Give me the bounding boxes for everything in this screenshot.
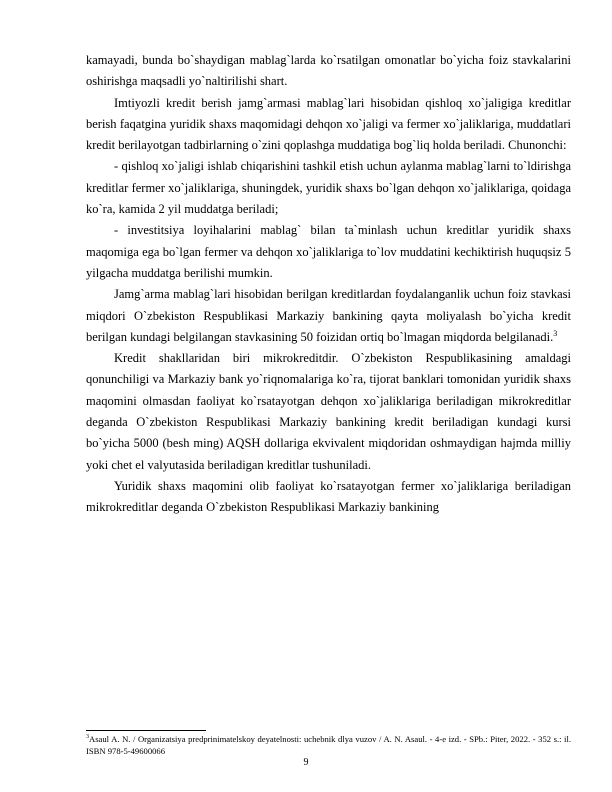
paragraph: - investitsiya loyihalarini mablag` bilan ta`minlash uchun kreditlar yuridik shaxs maqomiga ega bo`lgan fermer va dehqon xo`jaliklariga to`lov muddatini kechiktirish huquqsiz 5 yilgacha muddatga berilishi mumkin. [86, 223, 571, 280]
footnote-divider [86, 730, 206, 731]
paragraph: Yuridik shaxs maqomini olib faoliyat ko`rsatayotgan fermer xo`jaliklariga beriladigan mikrokreditlar deganda O`zbekiston Respublikasi Markaziy bankining [86, 478, 571, 515]
paragraph-text: Jamg`arma mablag`lari hisobidan berilgan kreditlardan foydalanganlik uchun foiz stavkasi miqdori O`zbekiston Respublikasi Markaziy bankining qayta moliyalash bo`yicha kredit berilgan kundagi belgilangan stavkasining 50 foizidan ortiq bo`lmagan miqdorda belgilanadi. [86, 287, 571, 344]
paragraph-with-footnote [86, 284, 571, 348]
page-number: 9 [303, 757, 309, 768]
paragraph: - qishloq xo`jaligi ishlab chiqarishini tashkil etish uchun aylanma mablag`larni to`ldirishga kreditlar fermer xo`jaliklariga, shuningdek, yuridik shaxs bo`lgan dehqon xo`jaliklariga, qoidaga ko`ra, kamida 2 yil muddatga beriladi; [86, 159, 571, 217]
footnote-mark: 3 [86, 734, 89, 741]
paragraph: Imtiyozli kredit berish jamg`armasi mablag`lari hisobidan qishloq xo`jaligiga kreditlar berish faqatgina yuridik shaxs maqomidagi dehqon xo`jaligi va fermer xo`jaliklariga, muddatlari kredit berilayotgan tadbirlarning o`zini qoplashga muddatiga bog`liq holda beriladi. Chunonchi: [86, 95, 571, 153]
footnote [86, 733, 571, 757]
footnote-text: Asaul A. N. / Organizatsiya predprinimatelskoy deyatelnosti: uchebnik dlya vuzov / A. N. Asaul. - 4-e izd. - SPb.: Piter, 2022. - 352 s.: il. ISBN 978-5-49600066 [86, 734, 571, 756]
paragraph: kamayadi, bunda bo`shaydigan mablag`larda ko`rsatilgan omonatlar bo`yicha foiz stavkalarini oshirishga maqsadli yo`naltirilishi shart. [86, 53, 571, 89]
document-body [86, 50, 571, 519]
footnote-reference: 3 [553, 328, 558, 338]
paragraph: Kredit shakllaridan biri mikrokreditdir. O`zbekiston Respublikasining amaldagi qonunchiligi va Markaziy bank yo`riqnomalariga ko`ra, tijorat banklari tomonidan yuridik shaxs maqomini olmasdan faoliyat ko`rsatayotgan dehqon xo`jaliklariga beriladigan mikrokreditlar deganda O`zbekiston Respublikasi Markaziy bankining kredit beriladigan kundagi kursi bo`yicha 5000 (besh ming) AQSH dollariga ekvivalent miqdoridan oshmaydigan hajmda milliy yoki chet el valyutasida beriladigan kreditlar tushuniladi. [86, 351, 571, 472]
